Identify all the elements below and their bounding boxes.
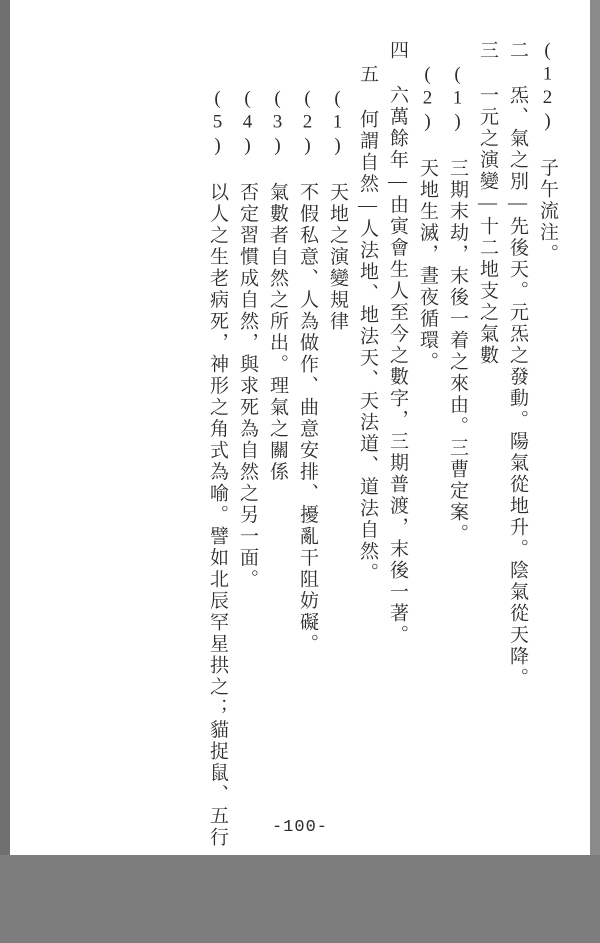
text-column — [538, 40, 568, 895]
text-line: (5) 以人之生老病死，神形之角式為喻。譬如北辰罕星拱之；貓捉鼠、五行 — [208, 88, 227, 943]
vertical-text-body — [32, 40, 568, 785]
text-line: 二 炁、氣之別—先後天。元炁之發動。陽氣從地升。陰氣從天降。 — [508, 40, 527, 895]
text-column — [358, 40, 388, 919]
text-line: (12) 子午流注。 — [538, 40, 557, 895]
page-number: -100- — [10, 818, 590, 837]
text-line: (2) 天地生滅，晝夜循環。 — [418, 64, 437, 919]
document-page — [10, 0, 590, 855]
text-column — [418, 40, 448, 919]
text-column — [328, 40, 358, 943]
text-column — [238, 40, 268, 943]
text-line: 四 六萬餘年—由寅會生人至今之數字，三期普渡，末後一著。 — [388, 40, 407, 895]
text-column — [388, 40, 418, 895]
page-shadow-right — [590, 0, 600, 855]
text-column — [208, 40, 238, 943]
page-shadow-left — [0, 0, 10, 855]
text-line: 三 一元之演變—十二地支之氣數 — [478, 40, 497, 895]
text-column — [478, 40, 508, 895]
text-column — [508, 40, 538, 895]
text-column — [448, 40, 478, 919]
text-line: (1) 三期末劫，末後一着之來由。三曹定案。 — [448, 64, 467, 919]
text-line: 五 何謂自然—人法地、地法天、天法道、道法自然。 — [358, 64, 377, 919]
text-line: (3) 氣數者自然之所出。理氣之關係 — [268, 88, 287, 943]
text-line: (2) 不假私意、人為做作、曲意安排、擾亂干阻妨礙。 — [298, 88, 317, 943]
text-line: (1) 天地之演變規律 — [328, 88, 347, 943]
text-line: (4) 否定習慣成自然，與求死為自然之另一面。 — [238, 88, 257, 943]
text-column — [268, 40, 298, 943]
text-column — [298, 40, 328, 943]
